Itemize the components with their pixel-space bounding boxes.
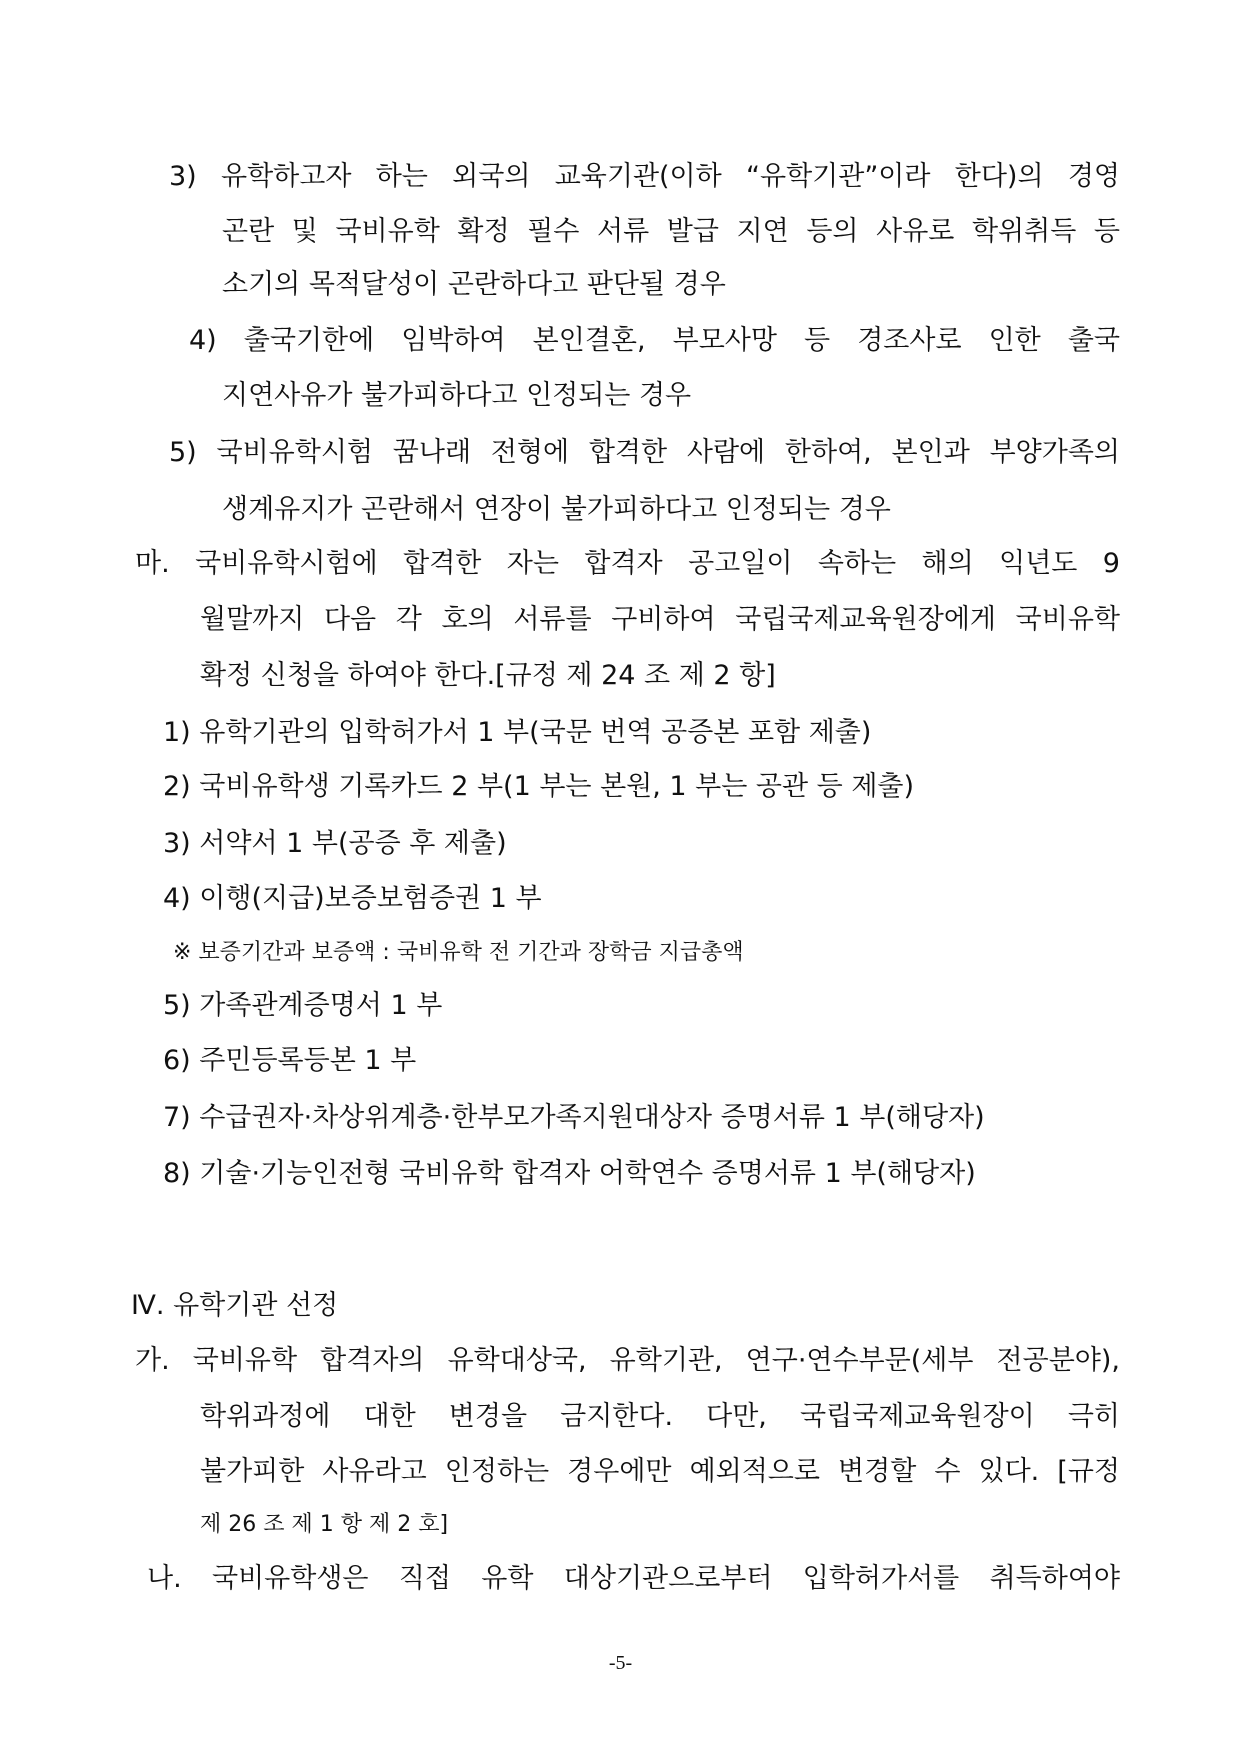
section-heading: Ⅳ. 유학기관 선정 bbox=[131, 1290, 339, 1321]
section-ma: 마. 국비유학시험에 합격한 자는 합격자 공고일이 속하는 해의 익년도 9 bbox=[135, 548, 1120, 579]
text-line: 곤란 및 국비유학 확정 필수 서류 발급 지연 등의 사유로 학위취득 등 bbox=[222, 216, 1120, 247]
doc-item-5: 5) 가족관계증명서 1 부 bbox=[163, 990, 443, 1021]
section-na: 나. 국비유학생은 직접 유학 대상기관으로부터 입학허가서를 취득하여야 bbox=[147, 1563, 1120, 1594]
doc-item-2: 2) 국비유학생 기록카드 2 부(1 부는 본원, 1 부는 공관 등 제출) bbox=[163, 771, 915, 802]
note: ※ 보증기간과 보증액 : 국비유학 전 기간과 장학금 지급총액 bbox=[173, 940, 744, 965]
section-ga: 가. 국비유학 합격자의 유학대상국, 유학기관, 연구·연수부문(세부 전공분야), bbox=[135, 1345, 1120, 1376]
doc-item-4: 4) 이행(지급)보증보험증권 1 부 bbox=[163, 883, 542, 914]
doc-item-6: 6) 주민등록등본 1 부 bbox=[163, 1045, 417, 1076]
text-line: 학위과정에 대한 변경을 금지한다. 다만, 국립국제교육원장이 극히 bbox=[200, 1401, 1120, 1432]
doc-item-1: 1) 유학기관의 입학허가서 1 부(국문 번역 공증본 포함 제출) bbox=[163, 717, 872, 748]
text-line: 생계유지가 곤란해서 연장이 불가피하다고 인정되는 경우 bbox=[222, 494, 891, 525]
page-number: -5- bbox=[608, 1652, 633, 1674]
text-line: 확정 신청을 하여야 한다.[규정 제 24 조 제 2 항] bbox=[200, 660, 776, 691]
doc-item-7: 7) 수급권자·차상위계층·한부모가족지원대상자 증명서류 1 부(해당자) bbox=[163, 1102, 985, 1133]
list-item-4: 4) 출국기한에 임박하여 본인결혼, 부모사망 등 경조사로 인한 출국 bbox=[189, 325, 1120, 356]
doc-item-8: 8) 기술·기능인전형 국비유학 합격자 어학연수 증명서류 1 부(해당자) bbox=[163, 1158, 976, 1189]
text-line: 제 26 조 제 1 항 제 2 호] bbox=[200, 1512, 449, 1537]
list-item-5: 5) 국비유학시험 꿈나래 전형에 합격한 사람에 한하여, 본인과 부양가족의 bbox=[169, 437, 1120, 468]
doc-item-3: 3) 서약서 1 부(공증 후 제출) bbox=[163, 828, 507, 859]
list-item-3: 3) 유학하고자 하는 외국의 교육기관(이하 “유학기관”이라 한다)의 경영 bbox=[169, 161, 1120, 192]
text-line: 지연사유가 불가피하다고 인정되는 경우 bbox=[222, 380, 692, 411]
text-line: 불가피한 사유라고 인정하는 경우에만 예외적으로 변경할 수 있다. [규정 bbox=[200, 1456, 1120, 1487]
text-line: 월말까지 다음 각 호의 서류를 구비하여 국립국제교육원장에게 국비유학 bbox=[200, 604, 1120, 635]
text-line: 소기의 목적달성이 곤란하다고 판단될 경우 bbox=[222, 269, 726, 300]
